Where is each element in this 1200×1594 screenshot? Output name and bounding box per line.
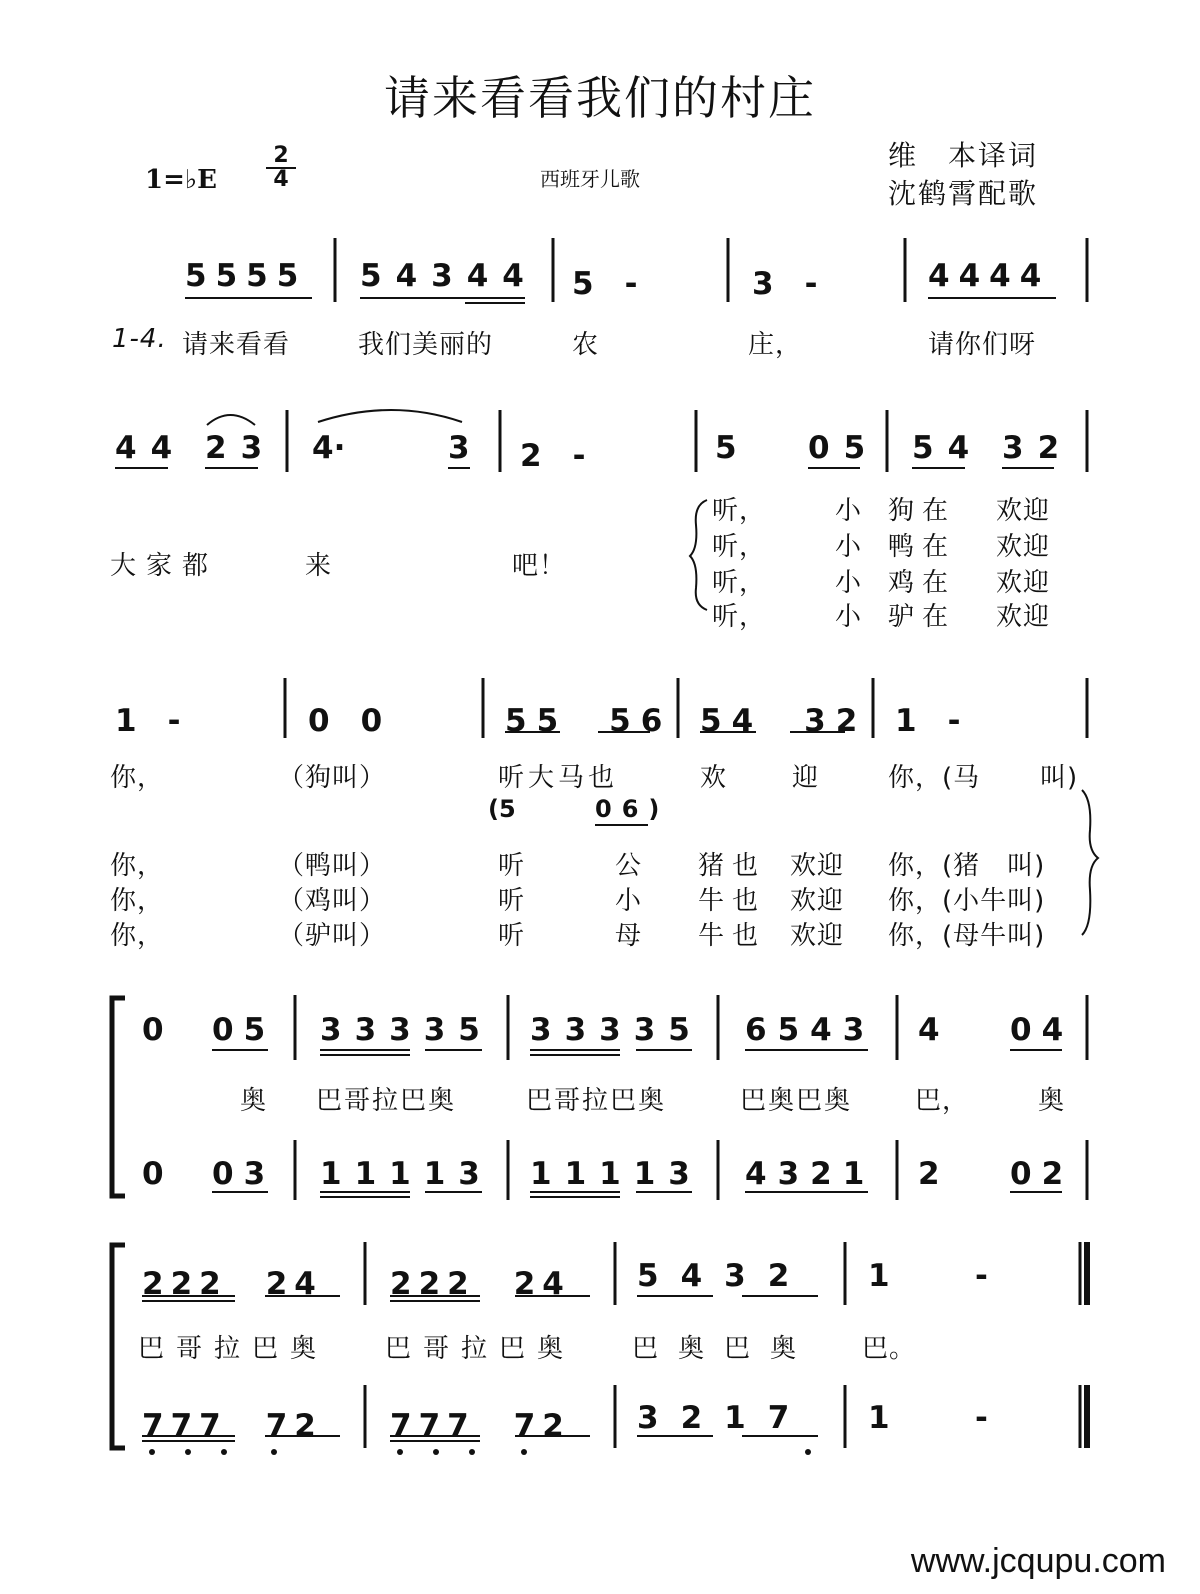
row1-measure-3-notes: 5 - — [572, 266, 638, 302]
row3-alt-notes-1: (5 — [488, 795, 516, 823]
row1-lyric-3: 农 — [572, 330, 600, 360]
row1-measure-4-notes: 3 - — [752, 266, 818, 302]
row5-lower-3: 3217 — [637, 1400, 812, 1436]
verse1-part-1: 听， — [712, 496, 767, 526]
site-watermark: www.jcqupu.com — [910, 1542, 1166, 1580]
row4-lyric-6: 奥 — [1038, 1086, 1066, 1116]
l1-d: 欢 — [700, 763, 728, 793]
l3-c: 听 — [498, 886, 526, 916]
row4-lyric-4: 巴奥巴奥 — [740, 1086, 853, 1116]
row5-lower-5: - — [975, 1400, 988, 1436]
verse-range-label: 1-4. — [112, 324, 167, 354]
row4-upper-2: 05 — [212, 1012, 276, 1048]
row5-lower-4: 1 — [868, 1400, 890, 1436]
row5-upper-4: 1 — [868, 1258, 890, 1294]
row4-lower-3: 11113 — [320, 1156, 493, 1192]
l4-a: 你， — [110, 921, 165, 951]
verse3-part-1: 听， — [712, 568, 767, 598]
l3-e: 牛也 — [698, 886, 767, 916]
verse2-part-4: 欢迎 — [996, 532, 1051, 562]
row2-lyric-3: 吧！ — [512, 551, 567, 581]
verse3-part-2: 小 — [835, 568, 863, 598]
l1-a: 你， — [110, 763, 165, 793]
row4-lower-7: 02 — [1010, 1156, 1074, 1192]
l2-f: 欢迎 — [790, 851, 845, 881]
l4-b: （驴叫） — [278, 921, 387, 951]
row2-lyric-1: 大家都 — [110, 551, 219, 581]
time-signature-bottom: 4 — [273, 167, 289, 192]
verse4-part-1: 听， — [712, 602, 767, 632]
row5-lyric-1: 巴哥拉巴奥 — [138, 1334, 329, 1364]
verse4-part-3: 驴在 — [888, 602, 957, 632]
row1-lyric-4: 庄， — [748, 330, 803, 360]
verse1-part-3: 狗在 — [888, 496, 957, 526]
l2-d: 公 — [615, 851, 643, 881]
row5-lower-2: 777 72 — [390, 1408, 571, 1444]
song-title: 请来看看我们的村庄 — [384, 71, 816, 125]
l1-e: 迎 — [792, 763, 820, 793]
row4-lower-6: 2 — [918, 1156, 940, 1192]
row2-notes-3: 4· — [312, 430, 346, 466]
row2-notes-2: 23 — [205, 430, 277, 466]
row4-lyric-3: 巴哥拉巴奥 — [526, 1086, 667, 1116]
row4-lower-2: 03 — [212, 1156, 276, 1192]
verse3-part-3: 鸡在 — [888, 568, 957, 598]
l1-g: 叫) — [1040, 763, 1079, 793]
row2-notes-5: 2 - — [520, 438, 586, 474]
row4-upper-1: 0 — [142, 1012, 164, 1048]
row2-notes-1: 44 — [115, 430, 187, 466]
verse2-part-1: 听， — [712, 532, 767, 562]
row5-lower-1: 777 72 — [142, 1408, 323, 1444]
verse4-part-4: 欢迎 — [996, 602, 1051, 632]
verse2-part-2: 小 — [835, 532, 863, 562]
l4-f: 欢迎 — [790, 921, 845, 951]
row2-notes-9: 32 — [1002, 430, 1074, 466]
row3-measure-5-notes: 1 - — [895, 703, 961, 739]
row4-upper-5: 6543 — [745, 1012, 876, 1048]
song-origin: 西班牙儿歌 — [540, 167, 640, 191]
l2-g: 你，(猪 叫) — [888, 851, 1046, 881]
row1-lyric-2: 我们美丽的 — [358, 330, 494, 360]
row2-notes-8: 54 — [912, 430, 984, 466]
row5-lyric-2: 巴哥拉巴奥 — [385, 1334, 576, 1364]
l3-b: （鸡叫） — [278, 886, 387, 916]
row1-lyric-5: 请你们呀 — [928, 330, 1037, 360]
row4-upper-4: 33335 — [530, 1012, 703, 1048]
l2-e: 猪也 — [698, 851, 767, 881]
l4-d: 母 — [615, 921, 643, 951]
verse1-part-2: 小 — [835, 496, 863, 526]
l3-g: 你，(小牛叫) — [888, 886, 1046, 916]
row4-lower-1: 0 — [142, 1156, 164, 1192]
verse4-part-2: 小 — [835, 602, 863, 632]
row2-notes-6: 5 — [715, 430, 737, 466]
row5-lyric-4: 巴。 — [862, 1334, 917, 1364]
l1-b: （狗叫） — [278, 763, 387, 793]
verse1-part-4: 欢迎 — [996, 496, 1051, 526]
row2-notes-7: 05 — [808, 430, 880, 466]
credit-arranger: 沈鹤霄配歌 — [888, 177, 1039, 210]
row3-measure-4-notes: 54 32 — [700, 703, 868, 739]
row1-measure-5-notes: 4444 — [928, 258, 1051, 294]
row3-measure-2-notes: 0 0 — [308, 703, 383, 739]
row2-lyric-2: 来 — [305, 551, 333, 581]
time-signature-top: 2 — [266, 145, 296, 169]
l1-c: 听大马也 — [498, 763, 619, 793]
row1-measure-2-notes: 54344 — [360, 258, 538, 294]
row4-lyric-5: 巴， — [915, 1086, 970, 1116]
l1-f: 你，(马 — [888, 763, 981, 793]
row3-measure-3-notes: 55 56 — [505, 703, 673, 739]
l4-e: 牛也 — [698, 921, 767, 951]
l2-a: 你， — [110, 851, 165, 881]
l2-c: 听 — [498, 851, 526, 881]
row4-lyric-1: 奥 — [240, 1086, 268, 1116]
row1-measure-1-notes: 5555 — [185, 258, 308, 294]
row5-lyric-3: 巴奥巴奥 — [632, 1334, 817, 1364]
key-signature: 1=♭E — [145, 165, 217, 195]
row4-upper-3: 33335 — [320, 1012, 493, 1048]
row5-upper-3: 5432 — [637, 1258, 812, 1294]
l4-g: 你，(母牛叫) — [888, 921, 1046, 951]
row3-alt-notes-2: 06) — [595, 795, 670, 823]
l3-d: 小 — [615, 886, 643, 916]
row3-measure-1-notes: 1 - — [115, 703, 181, 739]
row4-upper-6: 4 — [918, 1012, 940, 1048]
l3-f: 欢迎 — [790, 886, 845, 916]
row2-notes-4: 3 — [448, 430, 470, 466]
row4-lower-4: 11113 — [530, 1156, 703, 1192]
row1-lyric-1: 请来看看 — [182, 330, 291, 360]
row5-upper-5: - — [975, 1258, 988, 1294]
row5-upper-2: 222 24 — [390, 1266, 571, 1302]
l3-a: 你， — [110, 886, 165, 916]
row4-upper-7: 04 — [1010, 1012, 1074, 1048]
l4-c: 听 — [498, 921, 526, 951]
credit-lyrics: 维 本译词 — [888, 139, 1039, 172]
verse2-part-3: 鸭在 — [888, 532, 957, 562]
row4-lyric-2: 巴哥拉巴奥 — [316, 1086, 457, 1116]
verse3-part-4: 欢迎 — [996, 568, 1051, 598]
l2-b: （鸭叫） — [278, 851, 387, 881]
row4-lower-5: 4321 — [745, 1156, 876, 1192]
row5-upper-1: 222 24 — [142, 1266, 323, 1302]
